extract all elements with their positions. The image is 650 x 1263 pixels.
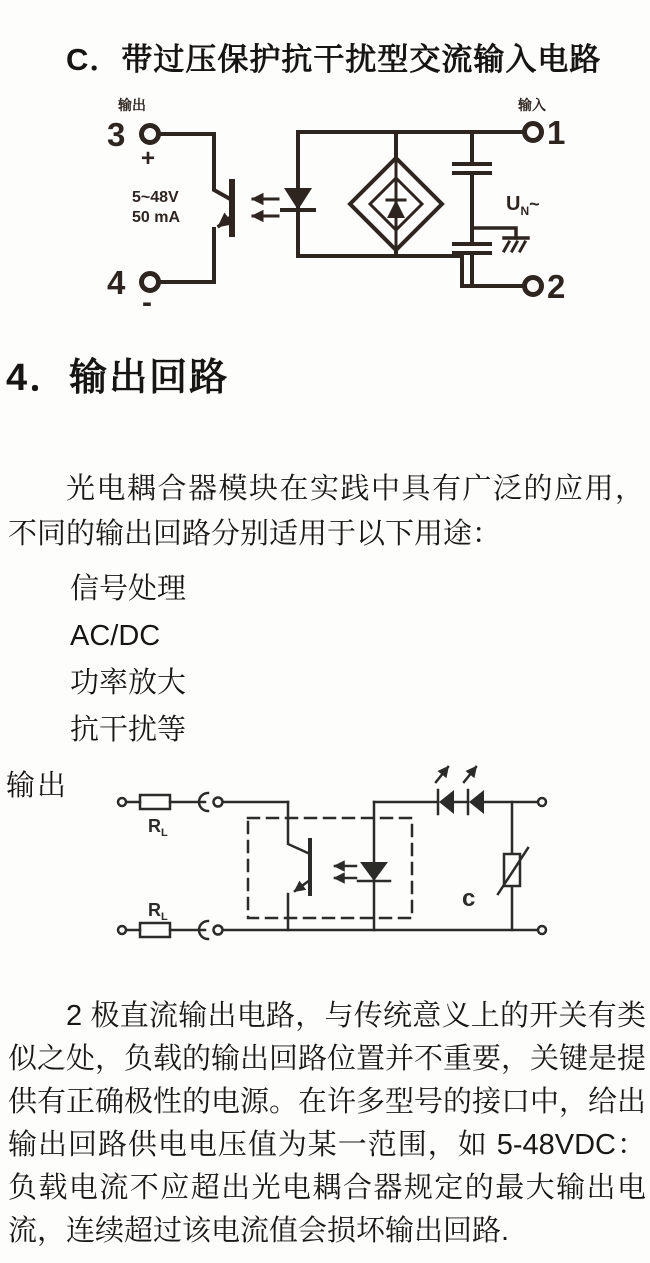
circuit1-labels (107, 97, 565, 311)
zener-triangle (387, 200, 405, 218)
ac-input-circuit-diagram (106, 96, 566, 311)
component-label: c (462, 885, 476, 912)
optocoupler-dashed-box (248, 818, 412, 918)
section-c-title: C．带过压保护抗干扰型交流输入电路 (66, 42, 602, 77)
bottom-rail (298, 256, 523, 286)
terminal-2-number: 2 (547, 268, 566, 305)
list-item: 功率放大 (70, 667, 187, 699)
output-circuit-label: 输出 (6, 770, 69, 802)
minus-mark: - (142, 286, 152, 311)
connector-dot (214, 798, 223, 807)
list-item: 信号处理 (70, 573, 187, 605)
circuit1-input-label: 输入 (518, 97, 546, 113)
resistor-label-bottom (148, 900, 168, 923)
terminal-2-circle (525, 278, 542, 295)
circuit2-wires (126, 767, 542, 939)
voltage-symbol: U (506, 193, 521, 215)
indicator-led-triangle (469, 790, 484, 814)
circuit1-wires (159, 132, 528, 286)
body-paragraph: 2 极直流输出电路，与传统意义上的开关有类似之处，负载的输出回路位置并不重要，关键是提供有正确极性的电源。在许多型号的接口中，给出输出回路供电电压值为某一范围，如 5-48VDC：负载电流不应超出光电耦合器规定的最大输出电流，连续超过该电流值会损坏输出回路. (8, 1000, 647, 1247)
terminal-3-circle (142, 126, 159, 143)
applications-list (70, 566, 186, 754)
terminal-1-circle (525, 124, 542, 141)
emission-arrow (464, 767, 476, 782)
connector-dot (214, 926, 223, 935)
circuit2-symbols (118, 790, 546, 935)
list-item: 抗干扰等 (70, 714, 187, 746)
plus-mark: + (141, 145, 156, 172)
led-triangle (360, 862, 388, 881)
terminal-dot (538, 798, 546, 806)
resistor-subscript: L (161, 827, 168, 839)
section-4-heading: 4．输出回路 (6, 357, 230, 399)
load-resistor-top (140, 795, 170, 809)
load-resistor-bottom (140, 923, 170, 937)
circuit1-symbols (142, 124, 542, 295)
terminal-1-number: 1 (547, 114, 566, 151)
terminal-dot (118, 798, 126, 806)
terminal-dot (118, 926, 126, 934)
rating-voltage: 5~48V (132, 189, 179, 206)
resistor-label-top (148, 816, 168, 839)
resistor-subscript: L (161, 911, 168, 923)
led-triangle (284, 188, 312, 210)
indicator-led-triangle (439, 790, 454, 814)
voltage-tilde: ~ (529, 194, 540, 214)
intro-paragraph: 光电耦合器模块在实践中具有广泛的应用，不同的输出回路分别适用于以下用途： (8, 473, 644, 550)
emitter-arrow (295, 880, 310, 891)
terminal-4-number: 4 (107, 264, 126, 301)
emission-arrow (436, 767, 448, 782)
dc-output-circuit-diagram (106, 748, 556, 963)
list-item: AC/DC (70, 620, 161, 652)
resistor-symbol: R (148, 900, 161, 920)
resistor-symbol: R (148, 816, 161, 836)
terminal-dot (538, 926, 546, 934)
terminal-3-number: 3 (107, 116, 126, 153)
rating-current: 50 mA (132, 209, 181, 226)
voltage-label (506, 193, 540, 218)
circuit1-output-label: 输出 (118, 97, 146, 113)
voltage-subscript: N (520, 204, 530, 218)
ground-hatch (504, 242, 525, 251)
